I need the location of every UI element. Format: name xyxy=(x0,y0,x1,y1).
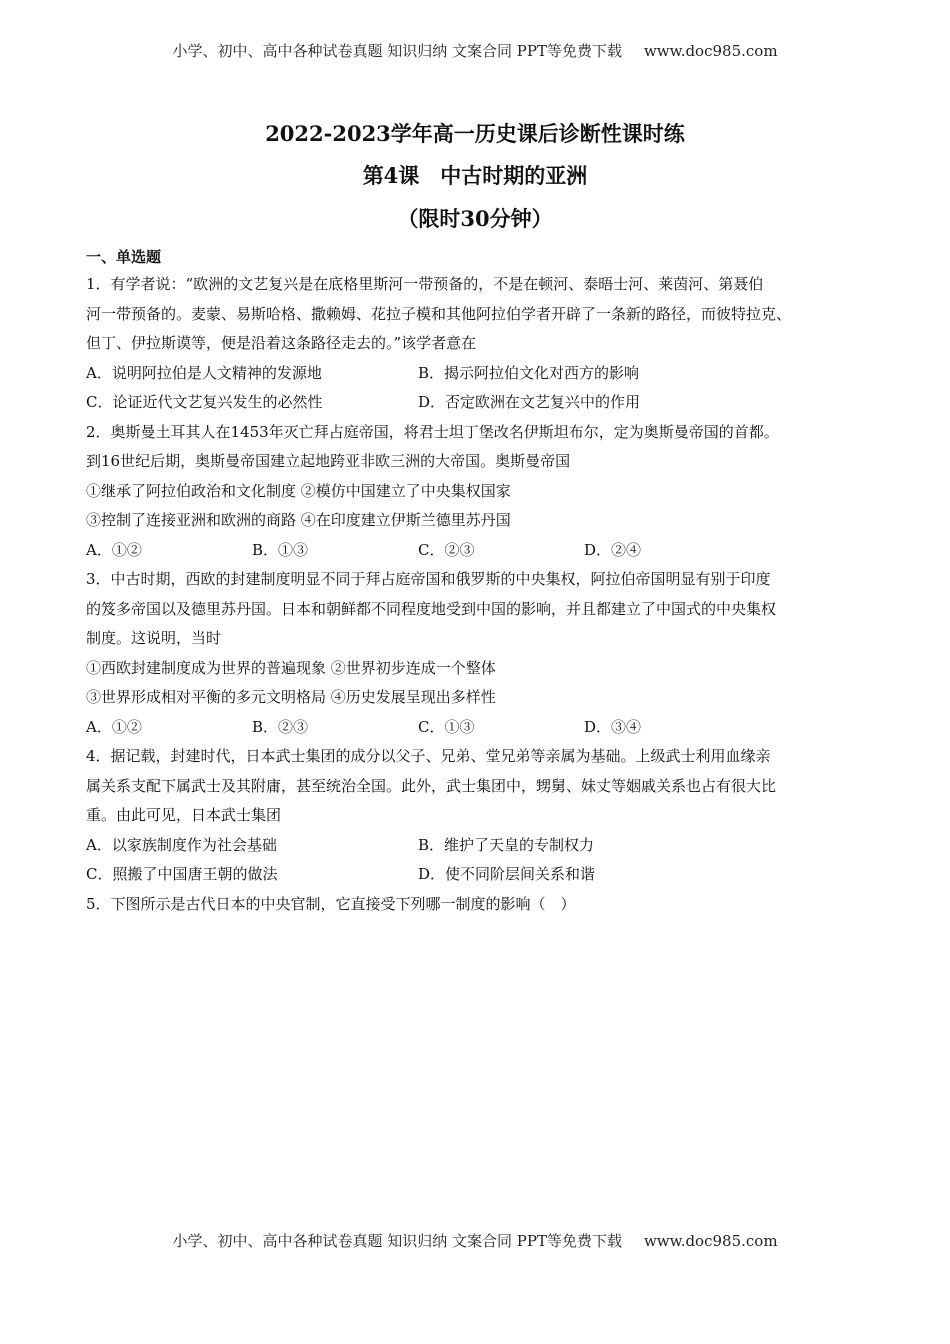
header-text: 小学、初中、高中各种试卷真题 知识归纳 文案合同 PPT等免费下载 xyxy=(172,42,622,60)
option-c[interactable]: C．①③ xyxy=(418,717,475,736)
option-b[interactable]: B．揭示阿拉伯文化对西方的影响 xyxy=(418,363,640,382)
statement-line: ③世界形成相对平衡的多元文明格局 ④历史发展呈现出多样性 xyxy=(86,688,496,706)
option-b[interactable]: B．维护了天皇的专制权力 xyxy=(418,835,595,854)
header-url[interactable]: www.doc985.com xyxy=(643,42,778,60)
option-b[interactable]: B．①③ xyxy=(252,540,309,559)
option-a[interactable]: A．说明阿拉伯是人文精神的发源地 xyxy=(86,363,322,382)
option-c[interactable]: C．②③ xyxy=(418,540,475,559)
options-row xyxy=(86,536,876,566)
footer-url[interactable]: www.doc985.com xyxy=(643,1232,778,1250)
question-stem-line: 1．有学者说：“欧洲的文艺复兴是在底格里斯河一带预备的，不是在顿河、泰晤士河、莱茵河、第聂伯 xyxy=(86,275,764,293)
option-d[interactable]: D．③④ xyxy=(584,717,642,736)
footer-text: 小学、初中、高中各种试卷真题 知识归纳 文案合同 PPT等免费下载 xyxy=(172,1232,622,1250)
option-a[interactable]: A．以家族制度作为社会基础 xyxy=(86,835,277,854)
option-d[interactable]: D．否定欧洲在文艺复兴中的作用 xyxy=(418,393,641,411)
question-stem-line: 但丁、伊拉斯谟等，便是沿着这条路径走去的。”该学者意在 xyxy=(86,334,477,352)
options-row xyxy=(86,860,876,890)
question-stem-line: 到16世纪后期，奥斯曼帝国建立起地跨亚非欧三洲的大帝国。奥斯曼帝国 xyxy=(86,452,571,470)
lesson-title: 第4课 中古时期的亚洲 xyxy=(362,163,588,188)
statement-line: ③控制了连接亚洲和欧洲的商路 ④在印度建立伊斯兰德里苏丹国 xyxy=(86,511,511,529)
option-d[interactable]: D．②④ xyxy=(584,540,642,559)
option-a[interactable]: A．①② xyxy=(86,717,142,736)
question-stem-line: 2．奥斯曼土耳其人在1453年灭亡拜占庭帝国，将君士坦丁堡改名伊斯坦布尔，定为奥斯曼帝国的首都。 xyxy=(86,422,779,441)
question-stem-line: 3．中古时期，西欧的封建制度明显不同于拜占庭帝国和俄罗斯的中央集权，阿拉伯帝国明显有别于印度 xyxy=(86,570,771,588)
page-header xyxy=(0,40,950,61)
section-heading: 一、单选题 xyxy=(86,248,162,266)
question-stem-line: 重。由此可见，日本武士集团 xyxy=(86,806,282,824)
option-d[interactable]: D．使不同阶层间关系和谐 xyxy=(418,865,596,883)
question-stem-line: 制度。这说明，当时 xyxy=(86,629,222,647)
question-stem-line: 4．据记载，封建时代，日本武士集团的成分以父子、兄弟、堂兄弟等亲属为基础。上级武士利用血缘亲 xyxy=(86,747,771,765)
options-row xyxy=(86,388,876,418)
options-row xyxy=(86,713,876,743)
question-3 xyxy=(86,565,876,742)
options-row xyxy=(86,359,876,389)
options-row xyxy=(86,831,876,861)
option-a[interactable]: A．①② xyxy=(86,540,142,559)
option-b[interactable]: B．②③ xyxy=(252,717,309,736)
statement-line: ①继承了阿拉伯政治和文化制度 ②模仿中国建立了中央集权国家 xyxy=(86,481,511,500)
option-c[interactable]: C．照搬了中国唐王朝的做法 xyxy=(86,865,278,883)
question-content xyxy=(86,244,876,919)
question-stem-line: 5．下图所示是古代日本的中央官制，它直接受下列哪一制度的影响（ ） xyxy=(86,894,576,913)
page-footer xyxy=(0,1230,950,1251)
question-stem-line: 的笈多帝国以及德里苏丹国。日本和朝鲜都不同程度地受到中国的影响，并且都建立了中国式的中央集权 xyxy=(86,599,777,618)
document-title: 2022-2023学年高一历史课后诊断性课时练 xyxy=(265,121,685,146)
question-1 xyxy=(86,270,876,418)
question-stem-line: 河一带预备的。麦蒙、易斯哈格、撒赖姆、花拉子模和其他阿拉伯学者开辟了一条新的路径，而彼特拉克、 xyxy=(86,304,792,323)
time-limit: （限时30分钟） xyxy=(397,206,553,231)
statement-line: ①西欧封建制度成为世界的普遍现象 ②世界初步连成一个整体 xyxy=(86,658,496,677)
question-4 xyxy=(86,742,876,890)
question-5 xyxy=(86,890,876,920)
option-c[interactable]: C．论证近代文艺复兴发生的必然性 xyxy=(86,393,323,411)
question-stem-line: 属关系支配下属武士及其附庸，甚至统治全国。此外，武士集团中，甥舅、妹丈等姻戚关系也占有很大比 xyxy=(86,776,777,795)
question-2 xyxy=(86,418,876,566)
